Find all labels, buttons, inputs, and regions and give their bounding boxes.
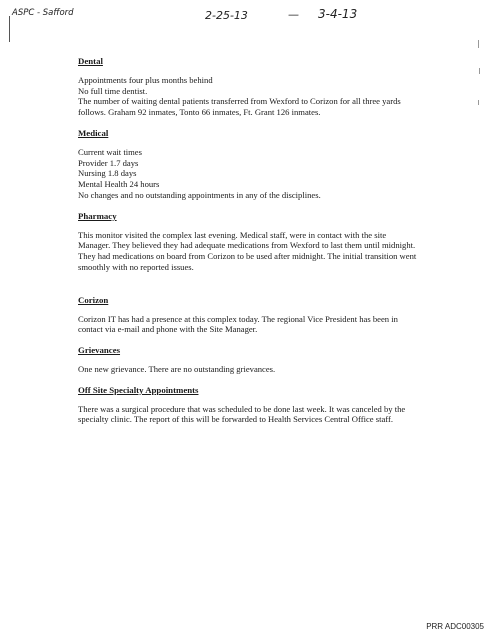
corizon-paragraph: Corizon IT has had a presence at this complex today. The regional Vice President has been in contact via e-mail and phone with the Site Manager. — [78, 313, 398, 335]
section-corizon — [78, 295, 418, 335]
section-pharmacy — [78, 211, 418, 273]
section-dental — [78, 56, 418, 118]
margin-rule — [9, 16, 10, 42]
section-grievances — [78, 345, 418, 375]
dental-paragraph: Appointments four plus months behind No full time dentist. The number of waiting dental patients transferred from Wexford to Corizon for all three yards follows. Graham 92 inmates, Tonto 66 inmates, Ft. Grant 126 inmates. — [78, 74, 401, 118]
scan-speck — [478, 100, 479, 105]
section-title-grievances: Grievances — [78, 345, 121, 356]
bates-number: PRR ADC00305 — [426, 622, 484, 631]
section-medical — [78, 128, 418, 201]
handwritten-end-date: 3-4-13 — [318, 7, 358, 21]
medical-paragraph: Current wait times Provider 1.7 days Nursing 1.8 days Mental Health 24 hours No changes and no outstanding appointments in any of the disciplines. — [78, 146, 321, 200]
scan-speck — [478, 40, 479, 48]
handwritten-dash: — — [288, 8, 299, 21]
section-title-pharmacy: Pharmacy — [78, 210, 117, 221]
section-title-medical: Medical — [78, 127, 109, 138]
scan-speck — [479, 68, 480, 74]
off-site-specialty-paragraph: There was a surgical procedure that was scheduled to be done last week. It was canceled by the specialty clinic. The report of this will be forwarded to Health Services Central Office staff. — [78, 403, 406, 425]
handwritten-facility-note: ASPC - Safford — [12, 8, 74, 18]
pharmacy-paragraph: This monitor visited the complex last evening. Medical staff, were in contact with the site Manager. They believed they had adequate medications from Wexford to last them until midnight. They had medications on board from Corizon to be used after midnight. The initial transition went smoothly with no reported issues. — [78, 229, 417, 272]
handwritten-start-date: 2-25-13 — [205, 9, 248, 22]
section-off-site-specialty — [78, 385, 418, 425]
section-title-dental: Dental — [78, 56, 103, 66]
section-title-corizon: Corizon — [78, 294, 109, 305]
grievances-paragraph: One new grievance. There are no outstanding grievances. — [78, 363, 276, 374]
section-title-off-site-specialty: Off Site Specialty Appointments — [78, 384, 199, 395]
report-body — [78, 56, 418, 425]
